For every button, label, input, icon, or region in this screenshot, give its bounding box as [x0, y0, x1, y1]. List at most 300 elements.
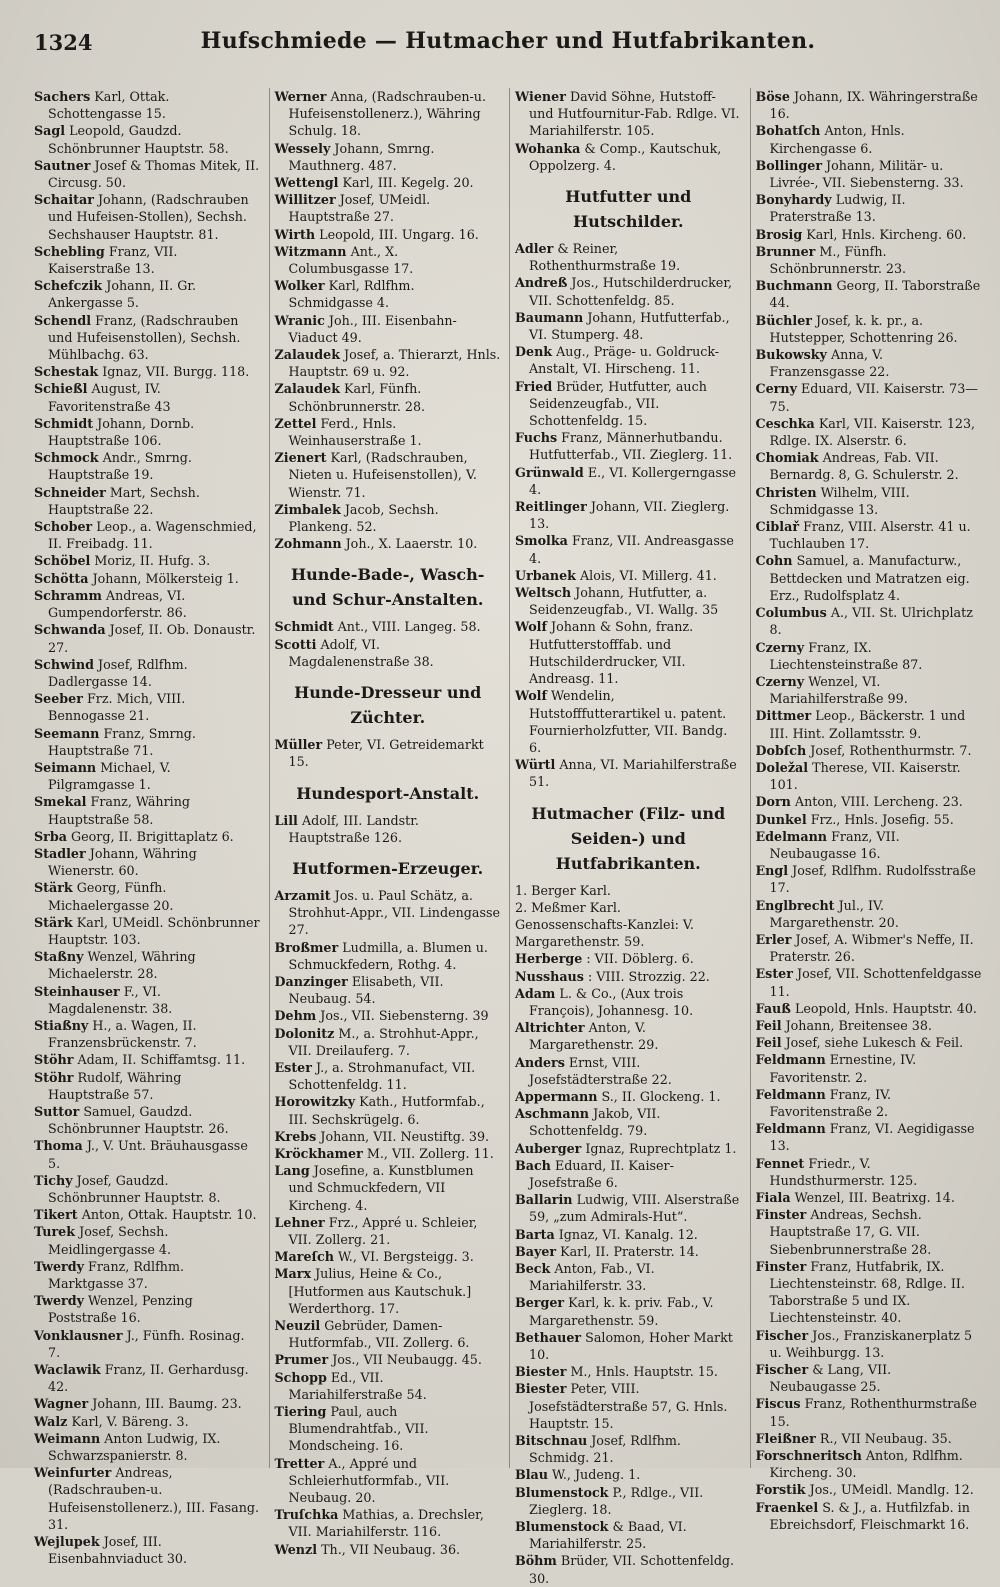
entry-name: Staßny [34, 949, 84, 965]
directory-entry [756, 1447, 983, 1481]
entry-details: Ant., VIII. Langeg. 58. [337, 619, 481, 635]
directory-entry [756, 157, 983, 191]
entry-details: Franz, Währing Hauptstraße 58. [48, 794, 190, 827]
section-heading: Hundesport-Anstalt. [296, 783, 480, 803]
entry-name: Seimann [34, 759, 97, 775]
directory-entry [756, 828, 983, 862]
directory-entry [275, 1059, 502, 1093]
entry-details: Franz, II. Gerhardusg. 42. [48, 1362, 249, 1395]
entry-name: Truſchka [274, 1507, 339, 1523]
entry-details: Peter, VI. Getreidemarkt 15. [288, 737, 484, 770]
entry-details: Ed., VII. Mariahilferstraße 54. [288, 1369, 427, 1402]
entry-name: Stärk [34, 914, 73, 930]
directory-entry [756, 380, 983, 414]
section-heading: Hutfutter und Hutschilder. [565, 187, 692, 232]
entry-details: Jul., IV. Margarethenstr. 20. [769, 897, 899, 930]
entry-details: Frz., Hnls. Josefig. 55. [810, 811, 954, 827]
entry-name: Fraenkel [755, 1499, 819, 1515]
entry-details: Franz, VIII. Alserstr. 41 u. Tuchlauben 17. [769, 519, 971, 552]
entry-name: Schopp [274, 1369, 327, 1385]
entry-details: Karl, Ottak. Schottengasse 15. [48, 89, 170, 122]
directory-entry [756, 1395, 983, 1429]
entry-name: Schendl [34, 312, 92, 328]
entry-details: Josef, k. k. pr., a. Hutstepper, Schottenring 26. [769, 312, 958, 345]
directory-entry [515, 985, 742, 1019]
directory-entry [34, 484, 261, 518]
entry-details: Josef, Rdlfhm. Schmidg. 21. [529, 1433, 681, 1466]
entry-details: & Lang, VII. Neubaugasse 25. [769, 1362, 892, 1395]
entry-details: Franz, Männerhutbandu. Hutfutterfab., VII. Zieglerg. 11. [529, 430, 733, 463]
entry-details: Karl, UMeidl. Schönbrunner Hauptstr. 103. [48, 914, 260, 947]
entry-name: Fischer [755, 1327, 809, 1343]
entry-name: Sautner [34, 157, 91, 173]
directory-entry [275, 1265, 502, 1317]
directory-entry [515, 1088, 742, 1105]
entry-name: Columbus [755, 605, 827, 621]
entry-details: R., VII Neubaug. 35. [819, 1430, 952, 1446]
entry-name: Andreß [515, 275, 568, 291]
column-4 [750, 88, 983, 1532]
entry-name: Fiscus [755, 1396, 801, 1412]
directory-entry [275, 939, 502, 973]
entry-name: Ester [274, 1059, 312, 1075]
entry-details: Mart, Sechsh. Hauptstraße 22. [48, 484, 200, 517]
entry-name: Engl [755, 863, 789, 879]
entry-name: Bayer [515, 1243, 557, 1259]
entry-name: Srba [34, 828, 67, 844]
entry-details: Eduard, VII. Kaiserstr. 73—75. [769, 381, 978, 414]
entry-details: Alois, VI. Millerg. 41. [579, 567, 717, 583]
entry-details: Wendelin, Hutstofffutterartikel u. patent. Fournierholzfutter, VII. Bandg. 6. [529, 688, 728, 755]
directory-entry [34, 88, 261, 122]
entry-details: L. & Co., (Aux trois François), Johannesg. 10. [529, 985, 694, 1018]
directory-entry [515, 1380, 742, 1432]
entry-name: Englbrecht [755, 897, 835, 913]
entry-name: Zohmann [274, 536, 342, 552]
entry-name: Blumenstock [515, 1519, 609, 1535]
directory-entry [275, 501, 502, 535]
directory-entry [275, 1541, 502, 1558]
directory-entry [515, 343, 742, 377]
directory-entry [34, 725, 261, 759]
entry-name: Böse [755, 89, 790, 104]
directory-entry [34, 1258, 261, 1292]
entry-name: Bonyhardy [755, 192, 832, 208]
entry-details: Josef, UMeidl. Hauptstraße 27. [288, 192, 431, 225]
directory-note: Genossenschafts-Kanzlei: V. Margarethenstr. 59. [515, 916, 694, 950]
entry-name: Fleißner [755, 1430, 816, 1446]
directory-entry [515, 1140, 742, 1157]
entry-name: Müller [274, 737, 323, 753]
entry-details: F., VI. Magdalenenstr. 38. [48, 983, 173, 1016]
entry-details: Josef, Rdlfhm. Rudolfsstraße 17. [769, 863, 976, 896]
entry-name: Denk [515, 344, 553, 360]
directory-entry [34, 914, 261, 948]
entry-details: Karl, (Radschrauben, Nieten u. Hufeisenstollen), V. Wienstr. 71. [288, 450, 477, 500]
entry-details: Johann, Militär- u. Livrée-, VII. Siebensterng. 33. [769, 157, 964, 191]
directory-entry [756, 277, 983, 311]
entry-name: Schneider [34, 484, 106, 500]
directory-entry [756, 1120, 983, 1154]
entry-details: Josef, Rothenthurmstr. 7. [810, 742, 972, 758]
entry-name: Barta [515, 1226, 555, 1242]
entry-name: Czerny [755, 639, 805, 655]
directory-entry [515, 1054, 742, 1088]
entry-name: Wejlupek [34, 1534, 100, 1550]
entry-name: Urbanek [515, 567, 576, 583]
entry-name: Smekal [34, 794, 87, 810]
directory-entry [275, 415, 502, 449]
directory-entry [756, 1051, 983, 1085]
entry-details: Ignaz, VII. Burgg. 118. [102, 364, 250, 380]
entry-details: S., II. Glockeng. 1. [601, 1088, 721, 1104]
entry-name: Fischer [755, 1362, 809, 1378]
entry-details: Karl, Rdlfhm. Schmidgasse 4. [288, 278, 415, 311]
entry-details: Franz, Hutfabrik, IX. Liechtensteinstr. 68, Rdlge. II. Taborstraße 5 und IX. Liechtensteinstr. 40. [769, 1258, 965, 1326]
entry-details: Jakob, VII. Schottenfeldg. 79. [529, 1106, 661, 1139]
directory-entry [515, 1466, 742, 1483]
directory-entry [756, 122, 983, 156]
entry-details: Josef & Thomas Mitek, II. Circusg. 50. [48, 157, 260, 191]
entry-details: Mathias, a. Drechsler, VII. Mariahilferstr. 116. [288, 1507, 484, 1540]
entry-details: Wenzel, III. Beatrixg. 14. [794, 1190, 955, 1205]
entry-details: M., VII. Zollerg. 11. [366, 1145, 494, 1161]
entry-details: Johann, IX. Währingerstraße 16. [769, 89, 978, 122]
entry-name: Finster [755, 1207, 807, 1223]
entry-details: Anton Ludwig, IX. Schwarzspanierstr. 8. [48, 1430, 221, 1464]
directory-entry [515, 1329, 742, 1363]
directory-entry [275, 1162, 502, 1214]
entry-name: Lill [274, 812, 298, 828]
entry-name: Bukowsky [755, 347, 827, 363]
entry-name: Stöhr [34, 1069, 74, 1085]
entry-details: Samuel, a. Manufacturw., Bettdecken und Matratzen eig. Erz., Rudolfsplatz 4. [769, 553, 970, 603]
entry-details: Wenzel, VI. Mariahilferstraße 99. [769, 673, 908, 707]
entry-name: Blau [515, 1467, 548, 1483]
directory-entry [756, 897, 983, 931]
entry-details: Johann, Smrng. Mauthnerg. 487. [288, 140, 435, 173]
entry-name: Schöbel [34, 553, 91, 569]
entry-name: Weimann [34, 1430, 101, 1446]
entry-details: Karl, VII. Kaiserstr. 123, Rdlge. IX. Alserstr. 6. [769, 415, 976, 449]
entry-details: & Reiner, Rothenthurmstraße 19. [529, 241, 681, 274]
entry-details: Ludwig, VIII. Alserstraße 59, „zum Admirals-Hut“. [529, 1192, 740, 1225]
entry-name: Witzmann [274, 243, 347, 259]
entry-details: Paul, auch Blumendrahtfab., VII. Mondscheing. 16. [288, 1404, 429, 1454]
entry-details: Andr., Smrng. Hauptstraße 19. [48, 450, 192, 483]
entry-name: Zettel [274, 415, 317, 431]
entry-details: Jos., UMeidl. Mandlg. 12. [809, 1482, 974, 1498]
entry-name: Lang [274, 1163, 310, 1179]
entry-details: Rudolf, Währing Hauptstraße 57. [48, 1069, 182, 1102]
directory-entry [34, 1051, 261, 1068]
entry-details: Jos., VII. Siebensterng. 39 [320, 1008, 489, 1024]
entry-name: Sachers [34, 89, 91, 104]
entry-details: Ignaz, Ruprechtplatz 1. [585, 1140, 737, 1156]
entry-name: Horowitzky [274, 1094, 356, 1110]
entry-details: Karl, Fünfh. Schönbrunnerstr. 28. [288, 381, 426, 414]
entry-details: Johann, Mölkersteig 1. [92, 570, 239, 586]
directory-entry [515, 1105, 742, 1139]
directory-entry [515, 240, 742, 274]
entry-name: Schmidt [274, 619, 334, 635]
entry-details: P., Rdlge., VII. Zieglerg. 18. [529, 1484, 704, 1517]
directory-entry [34, 948, 261, 982]
directory-entry [515, 950, 742, 967]
directory-entry [275, 88, 502, 140]
entry-details: Franz, VII. Neubaugasse 16. [769, 828, 900, 861]
entry-details: Leopold, Hnls. Hauptstr. 40. [794, 1000, 977, 1016]
entry-details: Jos., Franziskanerplatz 5 u. Weihburgg. 13. [769, 1327, 973, 1360]
entry-name: Appermann [515, 1088, 598, 1104]
entry-details: M., Hnls. Hauptstr. 15. [570, 1364, 718, 1380]
directory-entry [34, 1361, 261, 1395]
entry-details: Jacob, Sechsh. Plankeng. 52. [288, 501, 439, 535]
entry-details: Josef, Rdlfhm. Dadlergasse 14. [48, 656, 188, 689]
entry-details: Johann, Hutfutterfab., VI. Stumperg. 48. [529, 309, 730, 343]
directory-entry [756, 346, 983, 380]
entry-name: Fried [515, 378, 553, 394]
directory-entry [34, 1223, 261, 1257]
entry-name: Bach [515, 1157, 551, 1173]
entry-details: Wenzel, Währing Michaelerstr. 28. [48, 949, 196, 982]
entry-details: J., Fünfh. Rosinag. 7. [48, 1327, 245, 1360]
entry-details: Karl, Hnls. Kircheng. 60. [806, 226, 967, 242]
entry-details: S. & J., a. Hutfilzfab. in Ebreichsdorf, Fleischmarkt 16. [769, 1499, 970, 1532]
entry-details: Josef, VII. Schottenfeldgasse 11. [769, 966, 982, 999]
entry-details: H., a. Wagen, II. Franzensbrückenstr. 7. [48, 1017, 197, 1051]
entry-name: Böhm [515, 1553, 557, 1569]
entry-name: Dunkel [755, 811, 807, 827]
entry-name: Christen [755, 484, 817, 500]
directory-entry [34, 312, 261, 364]
entry-name: Schwanda [34, 622, 106, 638]
entry-name: Seeber [34, 691, 83, 707]
directory-entry [756, 931, 983, 965]
directory-entry [34, 1395, 261, 1412]
directory-note: 2. Meßmer Karl. [515, 899, 621, 915]
entry-details: Johann, Währing Wienerstr. 60. [48, 845, 197, 879]
entry-name: Feldmann [755, 1052, 826, 1068]
column-2 [269, 88, 502, 1557]
entry-name: Zimbalek [274, 501, 341, 517]
entry-details: Adam, II. Schiffamtsg. 11. [77, 1052, 246, 1068]
entry-details: Johann & Sohn, franz. Hutfutterstofffab. und Hutschilderdrucker, VII. Andreasg. 11. [529, 619, 694, 687]
directory-entry [34, 879, 261, 913]
entry-details: Ludwig, II. Praterstraße 13. [769, 192, 906, 225]
entry-details: Ant., X. Columbusgasse 17. [288, 243, 414, 277]
entry-name: Wessely [274, 140, 331, 156]
entry-details: Karl, III. Kegelg. 20. [342, 175, 474, 191]
directory-entry [515, 1294, 742, 1328]
entry-name: Baumann [515, 309, 584, 325]
directory-entry [756, 965, 983, 999]
directory-entry [756, 862, 983, 896]
entry-name: Anders [515, 1054, 565, 1070]
entry-details: Franz, (Radschrauben und Hufeisenstollen), Sechsh. Mühlbachg. 63. [48, 312, 241, 363]
entry-details: August, IV. Favoritenstraße 43 [48, 381, 171, 414]
directory-entry [34, 656, 261, 690]
entry-name: Erler [755, 931, 792, 947]
directory-entry [275, 346, 502, 380]
entry-details: Johann, Hutfutter, a. Seidenzeugfab., VI. Wallg. 35 [529, 585, 719, 618]
entry-name: Weinfurter [34, 1465, 112, 1481]
entry-name: Biester [515, 1364, 567, 1380]
entry-name: Prumer [274, 1352, 329, 1368]
entry-name: Forstik [755, 1482, 806, 1498]
entry-details: & Baad, VI. Mariahilferstr. 25. [529, 1519, 687, 1552]
entry-details: Andreas, (Radschrauben-u. Hufeisenstollenerz.), III. Fasang. 31. [48, 1465, 260, 1532]
directory-entry [515, 968, 742, 985]
entry-name: Buchmann [755, 278, 833, 294]
entry-name: Kröckhamer [274, 1145, 363, 1161]
directory-entry [275, 1025, 502, 1059]
entry-name: Feil [755, 1035, 782, 1051]
entry-details: Aug., Präge- u. Goldruck-Anstalt, VI. Hirscheng. 11. [529, 344, 720, 377]
entry-details: Franz, VII. Andreasgasse 4. [529, 533, 734, 566]
entry-name: Schefczik [34, 278, 103, 294]
directory-entry [34, 380, 261, 414]
entry-details: Andreas, Sechsh. Hauptstraße 17, G. VII. Siebenbrunnerstraße 28. [769, 1207, 932, 1257]
directory-entry [515, 756, 742, 790]
entry-name: Zienert [274, 450, 327, 466]
entry-name: Lehner [274, 1214, 325, 1230]
entry-name: Doležal [755, 759, 809, 775]
entry-details: Frz., Appré u. Schleier, VII. Zollerg. 21. [288, 1214, 478, 1247]
entry-details: Michael, V. Pilgramgasse 1. [48, 759, 171, 793]
directory-entry [756, 1000, 983, 1017]
directory-entry [275, 1007, 502, 1024]
directory-entry [756, 639, 983, 673]
entry-name: Beck [515, 1260, 551, 1276]
directory-entry [34, 1069, 261, 1103]
entry-name: Wettengl [274, 175, 339, 191]
entry-name: Grünwald [515, 464, 584, 480]
entry-details: Josef, III. Eisenbahnviaduct 30. [48, 1534, 188, 1567]
directory-entry [34, 1413, 261, 1430]
entry-name: Zalaudek [274, 347, 340, 363]
entry-name: Adam [515, 985, 556, 1001]
entry-name: Würtl [515, 757, 556, 773]
directory-entry [34, 1464, 261, 1533]
entry-details: Eduard, II. Kaiser-Josefstraße 6. [529, 1157, 674, 1190]
entry-name: Wolf [515, 688, 547, 704]
directory-entry [34, 191, 261, 243]
entry-name: Wolf [515, 619, 547, 635]
directory-entry [756, 1499, 983, 1533]
entry-name: Dobſch [755, 742, 807, 758]
directory-entry [34, 363, 261, 380]
directory-entry [275, 226, 502, 243]
directory-entry [34, 415, 261, 449]
entry-details: W., VI. Bergsteigg. 3. [337, 1249, 474, 1265]
entry-name: Schestak [34, 364, 99, 380]
entry-name: Bohatſch [755, 123, 821, 139]
entry-details: Ernst, VIII. Josefstädterstraße 22. [529, 1054, 672, 1087]
entry-details: Karl, k. k. priv. Fab., V. Margarethenstr. 59. [529, 1295, 714, 1328]
directory-entry [515, 1432, 742, 1466]
directory-entry [756, 552, 983, 604]
entry-details: Th., VII Neubaug. 36. [321, 1541, 461, 1557]
entry-name: Seemann [34, 725, 100, 741]
entry-details: Georg, II. Brigittaplatz 6. [71, 828, 234, 844]
entry-details: Johann, (Radschrauben und Hufeisen-Stollen), Sechsh. Sechshauser Hauptstr. 81. [48, 192, 249, 242]
directory-entry [275, 1403, 502, 1455]
directory-entry [275, 1145, 502, 1162]
page-header [34, 26, 982, 66]
entry-name: Ceschka [755, 415, 815, 431]
entry-details: Anton, Fab., VI. Mariahilferstr. 33. [529, 1260, 655, 1294]
directory-entry [275, 449, 502, 501]
directory-entry [275, 1128, 502, 1145]
directory-entry [34, 570, 261, 587]
directory-entry [275, 736, 502, 770]
directory-entry [515, 274, 742, 308]
directory-entry [515, 1484, 742, 1518]
directory-entry [756, 1361, 983, 1395]
entry-details: Adolf, VI. Magdalenenstraße 38. [288, 636, 434, 669]
directory-entry [34, 1172, 261, 1206]
entry-details: Leopold, III. Ungarg. 16. [319, 226, 479, 242]
directory-entry [34, 845, 261, 879]
directory-entry [275, 380, 502, 414]
entry-name: Forschneritsch [755, 1448, 862, 1464]
entry-details: Frz. Mich, VIII. Bennogasse 21. [48, 691, 186, 724]
entry-name: Berger [515, 1295, 565, 1311]
entry-name: Feldmann [755, 1086, 826, 1102]
directory-entry [34, 621, 261, 655]
entry-details: Georg, II. Taborstraße 44. [769, 278, 981, 311]
entry-details: Leop., Bäckerstr. 1 und III. Hint. Zollamtsstr. 9. [769, 708, 966, 741]
entry-details: Josef, Gaudzd. Schönbrunner Hauptstr. 8. [48, 1172, 221, 1205]
directory-entry [34, 1292, 261, 1326]
entry-name: Schramm [34, 587, 102, 603]
entry-details: Ludmilla, a. Blumen u. Schmuckfedern, Rothg. 4. [288, 939, 488, 972]
directory-entry [34, 518, 261, 552]
entry-name: Wagner [34, 1396, 89, 1412]
directory-entry [515, 567, 742, 584]
entry-details: Franz, Smrng. Hauptstraße 71. [48, 725, 196, 758]
entry-details: Anna, V. Franzensgasse 22. [769, 347, 890, 380]
entry-name: Cerny [755, 381, 797, 397]
directory-entry [756, 243, 983, 277]
entry-details: Peter, VIII. Josefstädterstraße 57, G. Hnls. Hauptstr. 15. [529, 1381, 728, 1431]
entry-name: Biester [515, 1381, 567, 1397]
directory-entry [34, 983, 261, 1017]
entry-details: Johann, Breitensee 38. [785, 1017, 932, 1033]
entry-details: Ferd., Hnls. Weinhauserstraße 1. [288, 415, 422, 449]
directory-entry [515, 140, 742, 174]
entry-details: & Comp., Kautschuk, Oppolzerg. 4. [529, 140, 722, 173]
entry-name: Werner [274, 89, 327, 104]
entry-name: Altrichter [515, 1020, 585, 1036]
entry-name: Schwind [34, 656, 94, 672]
entry-name: Vonklausner [34, 1327, 123, 1343]
entry-name: Sagl [34, 123, 66, 139]
entry-details: Josef, A. Wibmer's Neffe, II. Praterstr. 26. [769, 931, 974, 965]
directory-entry [515, 687, 742, 756]
entry-name: Broßmer [274, 939, 339, 955]
directory-entry [275, 618, 502, 635]
entry-details: Elisabeth, VII. Neubaug. 54. [288, 973, 444, 1007]
entry-name: Stiaßny [34, 1017, 89, 1033]
entry-name: Aschmann [515, 1106, 590, 1122]
entry-details: Friedr., V. Hundsthurmerstr. 125. [769, 1155, 918, 1188]
entry-details: Anton, V. Margarethenstr. 29. [529, 1020, 659, 1053]
directory-entry [756, 1155, 983, 1189]
entry-name: Stärk [34, 880, 73, 896]
entry-name: Wenzl [274, 1541, 318, 1557]
